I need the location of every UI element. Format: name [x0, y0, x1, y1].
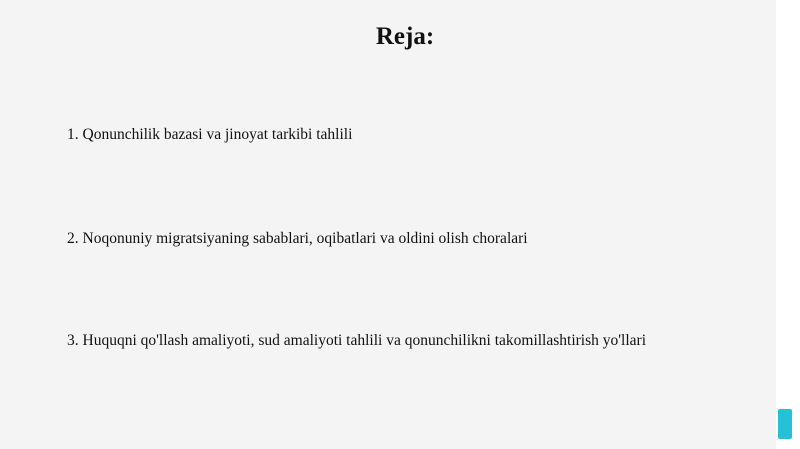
plan-item-3: 3. Huquqni qo'llash amaliyoti, sud amaliyoti tahlili va qonunchilikni takomillashtirish yo'llari — [67, 332, 647, 349]
plan-item-1: 1. Qonunchilik bazasi va jinoyat tarkibi tahlili — [67, 126, 353, 143]
scrollbar-thumb[interactable] — [778, 409, 792, 439]
scrollbar-track[interactable] — [776, 0, 800, 449]
plan-item-2: 2. Noqonuniy migratsiyaning sabablari, oqibatlari va oldini olish choralari — [67, 230, 528, 247]
slide-title: Reja: — [375, 23, 435, 50]
